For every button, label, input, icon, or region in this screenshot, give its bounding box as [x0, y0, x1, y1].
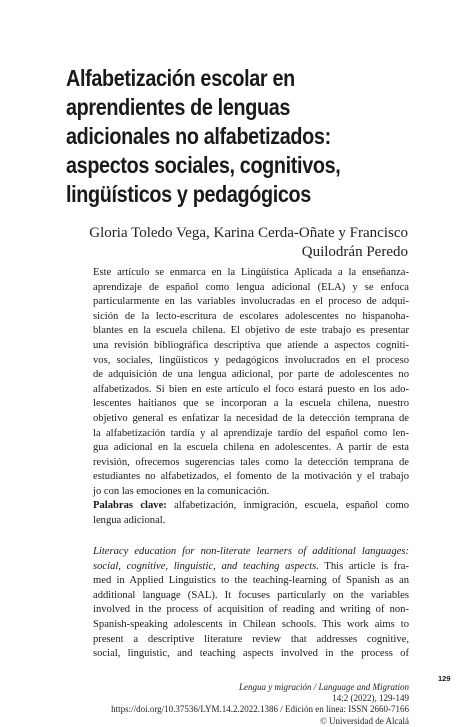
abstract-line: blantes en la escuela chilena. El objetivo de este trabajo es presentar [93, 325, 409, 337]
author-line: Gloria Toledo Vega, Karina Cerda-Oñate y Francisco [89, 225, 408, 241]
english-text: This article is fra- [324, 560, 409, 572]
abstract-line: jo con las emociones en la comunicación. [93, 485, 270, 497]
abstract-line: lescentes haitianos que se incorporan a la escuela chilena, nuestro [93, 398, 409, 410]
page-footer [93, 682, 409, 727]
english-line: involved in the process of acquisition of reading and writing of non- [93, 604, 409, 616]
english-line: Spanish-speaking adolescents in Chilean schools. This work aims to [93, 618, 409, 630]
doi-line: https://doi.org/10.37536/LYM.14.2.2022.1386 / Edición en línea: ISSN 2660-7166 [111, 704, 409, 715]
abstract-line: sición de la lecto-escritura de escolares adolescentes no hispanoha- [93, 310, 409, 322]
abstract-line: Este artículo se enmarca en la Lingüística Aplicada a la enseñanza- [93, 267, 409, 278]
page-number: 129 [438, 674, 451, 683]
title-line: Alfabetización escolar en [66, 65, 295, 91]
article-title [66, 64, 376, 209]
title-line: lingüísticos y pedagógicos [66, 181, 311, 207]
english-line: present a descriptive literature review that addresses cognitive, [93, 633, 409, 645]
title-line: aprendientes de lenguas [66, 94, 291, 120]
abstract-line: objetivo general es enfatizar la necesidad de la detección temprana de [93, 412, 409, 424]
english-line: additional language (SAL). It focuses particularly on the variables [93, 589, 409, 601]
abstract-line: la alfabetización tardía y al aprendizaje tardío del español como len- [93, 427, 409, 439]
author-list [0, 224, 408, 262]
abstract-line: de adquisición de una lengua adicional, por parte de adolescentes no [93, 369, 409, 381]
english-title: social, cognitive, linguistic, and teaching aspects. [93, 560, 319, 572]
abstract-line: una revisión bibliográfica descriptiva que atiende a aspectos cogniti- [93, 339, 409, 351]
keywords-text: lengua adicional. [93, 514, 166, 526]
keywords-label: Palabras clave: [93, 500, 167, 511]
copyright: © Universidad de Alcalá [319, 715, 409, 726]
title-line: aspectos sociales, cognitivos, [66, 152, 341, 178]
abstract-line: revisión, ofrecemos sugerencias tales como la detección temprana de [93, 456, 409, 468]
abstract-line: vos, sociales, lingüísticos y pedagógicos involucrados en el proceso [93, 354, 409, 366]
english-line: social, linguistic, and teaching aspects involved in the process of [93, 648, 409, 660]
abstract-line: particularmente en las variables involucradas en el proceso de adqui- [93, 296, 409, 308]
title-line: adicionales no alfabetizados: [66, 123, 331, 149]
journal-issue: 14:2 (2022), 129-149 [332, 693, 409, 704]
abstract-spanish [93, 266, 409, 500]
author-line: Quilodrán Peredo [301, 244, 408, 260]
abstract-line: aprendizaje de español como lengua adicional (ELA) y se enfoca [93, 281, 409, 293]
keywords-text: alfabetización, inmigración, escuela, español como [174, 500, 410, 511]
english-line: med in Applied Linguistics to the teaching-learning of Spanish as an [93, 575, 409, 587]
english-title: Literacy education for non-literate learners of additional languages: [93, 546, 409, 557]
abstract-line: gua adicional en la escuela chilena en adolescentes. A partir de esta [93, 442, 409, 454]
journal-name: Lengua y migración / Language and Migration [239, 682, 409, 692]
abstract-line: alfabetizados. Si bien en este artículo el foco estará puesto en los ado- [93, 383, 409, 395]
abstract-line: estudiantes no alfabetizados, el fomento de la motivación y el trabajo [93, 471, 409, 483]
abstract-english [93, 545, 409, 662]
keywords [93, 499, 409, 528]
